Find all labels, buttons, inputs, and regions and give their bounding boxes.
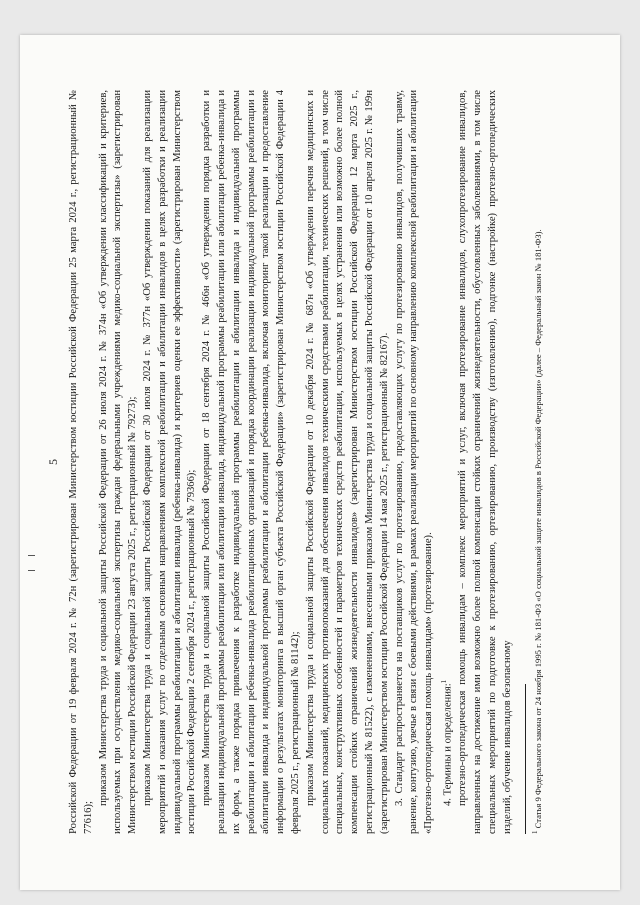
paragraph: приказом Министерства труда и социальной защиты Российской Федерации от 26 июля 2024 г. № 374н «Об утверждении классификаций и критериев, используемых при осуществлении медико-социальной экспертизы граждан федеральными учреждениями медико-социальной экспертизы» (зарегистрирован Министерством юстиции Российской Федерации 23 августа 2025 г., регистрационный № 79273); bbox=[97, 90, 139, 834]
rotated-text-block bbox=[40, 72, 600, 852]
footnote bbox=[530, 90, 544, 834]
paragraph: приказом Министерства труда и социальной защиты Российской Федерации от 30 июля 2024 г. № 377н «Об утверждении показаний для реализации мероприятий и оказания услуг по отдельным основным направлениям комплексной реабилитации и абилитации инвалидов в целях разработки и реализации индивидуальной программы реабилитации и абилитации инвалида (ребенка-инвалида) и критериев оценки ее эффективности» (зарегистрирован Министерством юстиции Российской Федерации 2 сентября 2024 г., регистрационный № 79366); bbox=[141, 90, 198, 834]
footnote-divider bbox=[525, 684, 526, 834]
paragraph: приказом Министерства труда и социальной защиты Российской Федерации от 10 декабря 2024 г. № 687н «Об утверждении перечня медицинских и социальных показаний, медицинских противопоказаний для обеспечения инвалидов техническими средствами реабилитации, технических решений, в том числе специальных, конструктивных особенностей и параметров технических средств реабилитации, используемых в целях устранения или возможно более полной компенсации стойких ограничений жизнедеятельности инвалидов» (зарегистрирован Министерством юстиции Российской Федерации 12 марта 2025 г., регистрационный № 81522), с изменениями, внесенными приказом Министерства труда и социальной защиты Российской Федерации от 10 апреля 2025 г. № 199н (зарегистрирован Министерством юстиции Российской Федерации 14 мая 2025 г., регистрационный № 82167). bbox=[304, 90, 390, 834]
paragraph: Российской Федерации от 19 февраля 2024 г. № 72н (зарегистрирован Министерством юстиции Российской Федерации 25 марта 2024 г., регистрационный № 77616); bbox=[68, 90, 94, 834]
footnote-number: 1 bbox=[531, 830, 540, 834]
footnote-text: Статья 9 Федерального закона от 24 ноября 1995 г. № 181-ФЗ «О социальной защите инвалидов в Российской Федерации» (далее – Федеральный закон № 181-ФЗ). bbox=[533, 229, 544, 829]
edge-mark bbox=[28, 555, 35, 556]
edge-mark bbox=[28, 570, 35, 571]
paragraph-terms-heading bbox=[437, 90, 456, 834]
paragraph: протезно-ортопедическая помощь инвалидам – комплекс мероприятий и услуг, включая протезирование инвалидов, слухопротезирование инвалидов, направленных на достижение ими возможно более полной компенсации стойких ограничений жизнедеятельности, обусловленных заболеваниями, в том числе специальных мероприятий по подготовке к протезированию, ортезированию, производству (изготовлению), подгонке (настройке) протезно-ортопедических изделий, обучение инвалидов безопасному bbox=[457, 90, 513, 834]
document-body bbox=[67, 90, 515, 834]
paragraph: приказом Министерства труда и социальной защиты Российской Федерации от 18 сентября 2024 г. № 466н «Об утверждении порядка разработки и реализации индивидуальной программы реабилитации или абилитации инвалида, индивидуальной программы реабилитации или абилитации ребенка-инвалида и их форм, а также порядка привлечения к разработке индивидуальной программы реабилитации и абилитации инвалида и индивидуальной программы реабилитации и абилитации ребенка-инвалида реабилитационных организаций и порядка координации реализации индивидуальной программы реабилитации и абилитации инвалида и индивидуальной программы реабилитации и абилитации ребенка-инвалида, включая мониторинг такой реализации и предоставление информации о результатах мониторинга в высший орган субъекта Российской Федерации» (зарегистрирован Министерством юстиции Российской Федерации 4 февраля 2025 г., регистрационный № 81142); bbox=[201, 90, 301, 834]
paragraph: 3. Стандарт распространяется на поставщиков услуг по протезированию, предоставляющих услугу по протезированию инвалидов, получивших травму, ранение, контузию, увечье в связи с боевыми действиями, в рамках реализации мероприятий по основному направлению комплексной реабилитации и абилитации «Протезно-ортопедическая помощь инвалидам» (протезирование). bbox=[393, 90, 435, 834]
page-number: 5 bbox=[46, 459, 60, 465]
footnote-ref: 1 bbox=[439, 679, 448, 684]
scan-edge-marks bbox=[28, 35, 38, 890]
terms-heading-text: 4. Термины и определения: bbox=[442, 683, 454, 806]
document-page bbox=[20, 35, 620, 890]
